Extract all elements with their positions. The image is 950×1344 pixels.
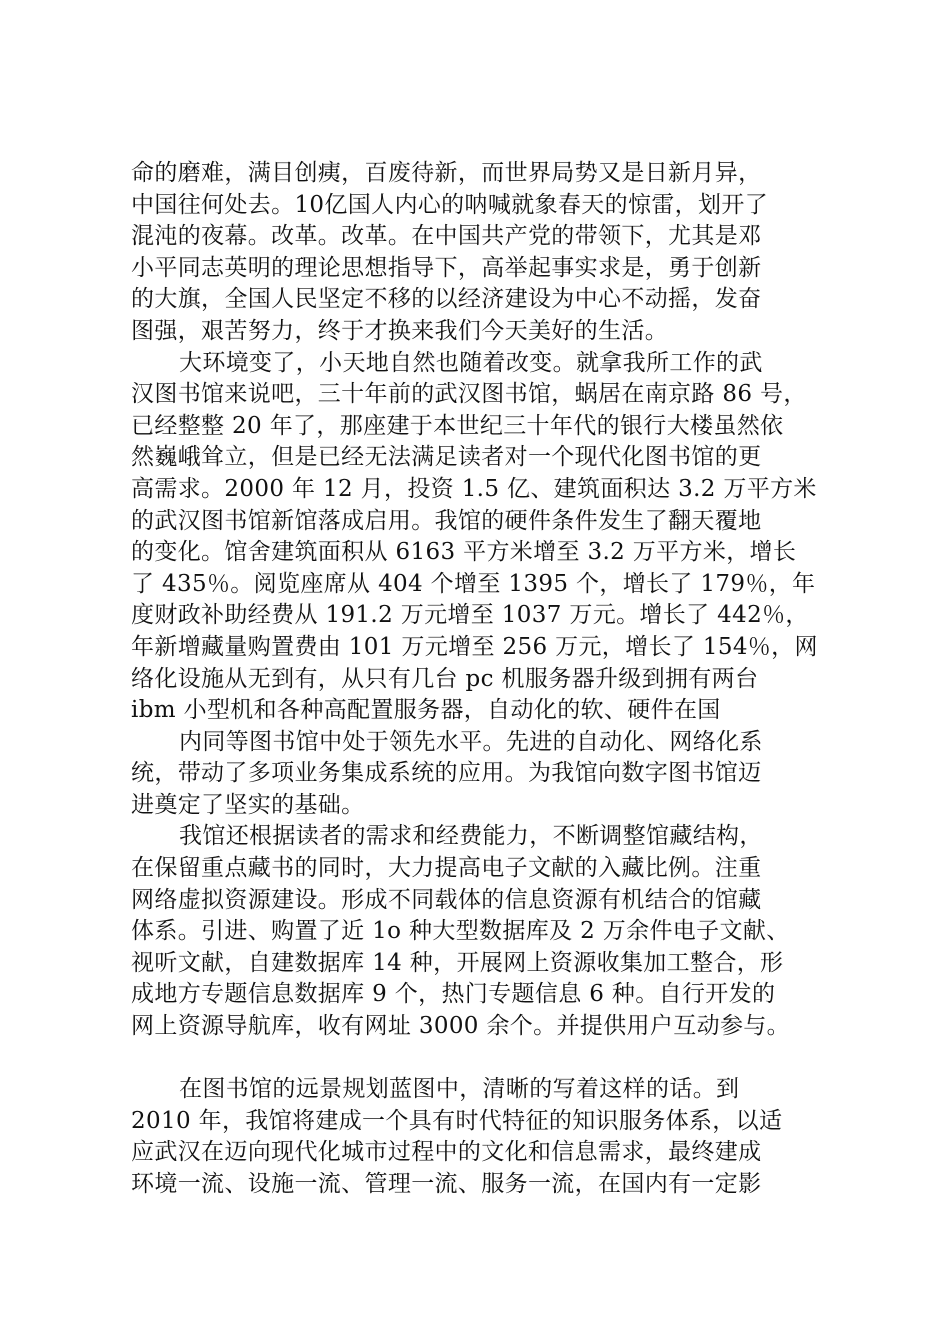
- text-line: 络化设施从无到有，从只有几台 pc 机服务器升级到拥有两台: [131, 665, 759, 692]
- text-line: 的变化。馆舍建筑面积从 6163 平方米增至 3.2 万平方米，增长: [131, 539, 797, 566]
- paragraph: [131, 158, 831, 348]
- text-line: 然巍峨耸立，但是已经无法满足读者对一个现代化图书馆的更: [131, 444, 762, 471]
- text-line: 了 435％。阅览座席从 404 个增至 1395 个，增长了 179％，年: [131, 570, 816, 597]
- text-line: 图强，艰苦努力，终于才换来我们今天美好的生活。: [131, 317, 669, 344]
- text-line: 2010 年，我馆将建成一个具有时代特征的知识服务体系，以适: [131, 1107, 783, 1134]
- text-line: 的大旗，全国人民坚定不移的以经济建设为中心不动摇，发奋: [131, 286, 762, 313]
- text-line: 年新增藏量购置费由 101 万元增至 256 万元，增长了 154％，网: [131, 633, 818, 660]
- text-line: 网络虚拟资源建设。形成不同载体的信息资源有机结合的馆藏: [131, 886, 762, 913]
- text-line: 的武汉图书馆新馆落成启用。我馆的硬件条件发生了翻天覆地: [131, 507, 762, 534]
- paragraph: [131, 821, 831, 1042]
- paragraph: [131, 348, 831, 727]
- text-line: 中国往何处去。10亿国人内心的呐喊就象春天的惊雷，划开了: [131, 191, 769, 218]
- text-line: 度财政补助经费从 191.2 万元增至 1037 万元。增长了 442％，: [131, 602, 809, 629]
- text-line: 环境一流、设施一流、管理一流、服务一流，在国内有一定影: [131, 1171, 762, 1197]
- text-line: 内同等图书馆中处于领先水平。先进的自动化、网络化系: [179, 728, 763, 755]
- text-line: 已经整整 20 年了，那座建于本世纪三十年代的银行大楼虽然依: [131, 412, 784, 439]
- document-body: [131, 158, 831, 1201]
- paragraph-spacer: [131, 1043, 831, 1075]
- text-line: ibm 小型机和各种高配置服务器，自动化的软、硬件在国: [131, 697, 721, 724]
- text-line: 小平同志英明的理论思想指导下，高举起事实求是，勇于创新: [131, 254, 762, 281]
- text-line: 大环境变了，小天地自然也随着改变。就拿我所工作的武: [179, 349, 763, 376]
- text-line: 统，带动了多项业务集成系统的应用。为我馆向数字图书馆迈: [131, 760, 762, 787]
- text-line: 进奠定了坚实的基础。: [131, 791, 365, 818]
- text-line: 成地方专题信息数据库 9 个，热门专题信息 6 种。自行开发的: [131, 981, 776, 1008]
- text-line: 混沌的夜幕。改革。改革。在中国共产党的带领下，尤其是邓: [131, 223, 762, 250]
- text-line: 汉图书馆来说吧，三十年前的武汉图书馆，蜗居在南京路 86 号，: [131, 381, 807, 408]
- text-line: 视听文献，自建数据库 14 种，开展网上资源收集加工整合，形: [131, 949, 784, 976]
- text-line: 高需求。2000 年 12 月，投资 1.5 亿、建筑面积达 3.2 万平方米: [131, 475, 817, 502]
- text-line: 网上资源导航库，收有网址 3000 余个。并提供用户互动参与。: [131, 1013, 791, 1040]
- text-line: 应武汉在迈向现代化城市过程中的文化和信息需求，最终建成: [131, 1139, 762, 1166]
- text-line: 在图书馆的远景规划蓝图中，清晰的写着这样的话。到: [179, 1076, 740, 1103]
- paragraph: [131, 727, 831, 822]
- paragraph: [131, 1074, 831, 1200]
- text-line: 我馆还根据读者的需求和经费能力，不断调整馆藏结构，: [179, 823, 763, 850]
- text-line: 体系。引进、购置了近 1o 种大型数据库及 2 万余件电子文献、: [131, 918, 790, 945]
- text-line: 在保留重点藏书的同时，大力提高电子文献的入藏比例。注重: [131, 855, 762, 882]
- text-line: 命的磨难，满目创痍，百废待新，而世界局势又是日新月异，: [131, 160, 762, 186]
